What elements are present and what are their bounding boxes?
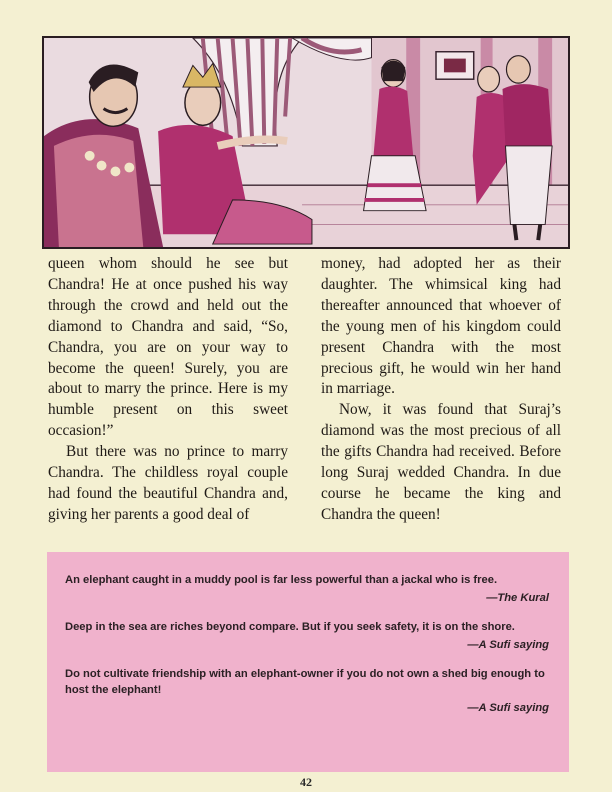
left-text-column bbox=[48, 254, 288, 526]
saying-text: Deep in the sea are riches beyond compare. But if you seek safety, it is on the shore. bbox=[65, 621, 515, 633]
saying-source: —The Kural bbox=[486, 592, 549, 604]
saying-text: Do not cultivate friendship with an elephant-owner if you do not own a shed big enough to host the elephant! bbox=[65, 668, 545, 696]
page-number: 42 bbox=[300, 775, 312, 789]
right-text-column bbox=[321, 254, 561, 526]
right-paragraph-1: money, had adopted her as their daughter. The whimsical king had thereafter announced that whoever of the young men of his kingdom could present Chandra with the most precious gift, he would win her hand in marriage. bbox=[321, 255, 561, 398]
saying-item bbox=[65, 572, 551, 606]
saying-item bbox=[65, 619, 551, 653]
saying-text: An elephant caught in a muddy pool is far less powerful than a jackal who is free. bbox=[65, 574, 498, 586]
left-paragraph-2: But there was no prince to marry Chandra. The childless royal couple had found the beautiful Chandra and, giving her parents a good deal of bbox=[48, 443, 288, 523]
saying-source: —A Sufi saying bbox=[467, 639, 549, 651]
saying-source: —A Sufi saying bbox=[467, 702, 549, 714]
right-paragraph-2: Now, it was found that Suraj’s diamond was the most precious of all the gifts Chandra had received. Before long Suraj wedded Chandra. In due course he became the king and Chandra the queen! bbox=[321, 401, 561, 523]
story-illustration bbox=[42, 36, 570, 249]
sayings-box bbox=[47, 552, 569, 772]
court-scene-image bbox=[44, 38, 568, 247]
saying-item bbox=[65, 666, 551, 716]
left-paragraph-1: queen whom should he see but Chandra! He at once pushed his way through the crowd and held out the diamond to Chandra and said, “So, Chandra, you are on your way to become the queen! Surely, you are about to marry the prince. Here is my humble present on this sweet occasion!” bbox=[48, 255, 288, 440]
